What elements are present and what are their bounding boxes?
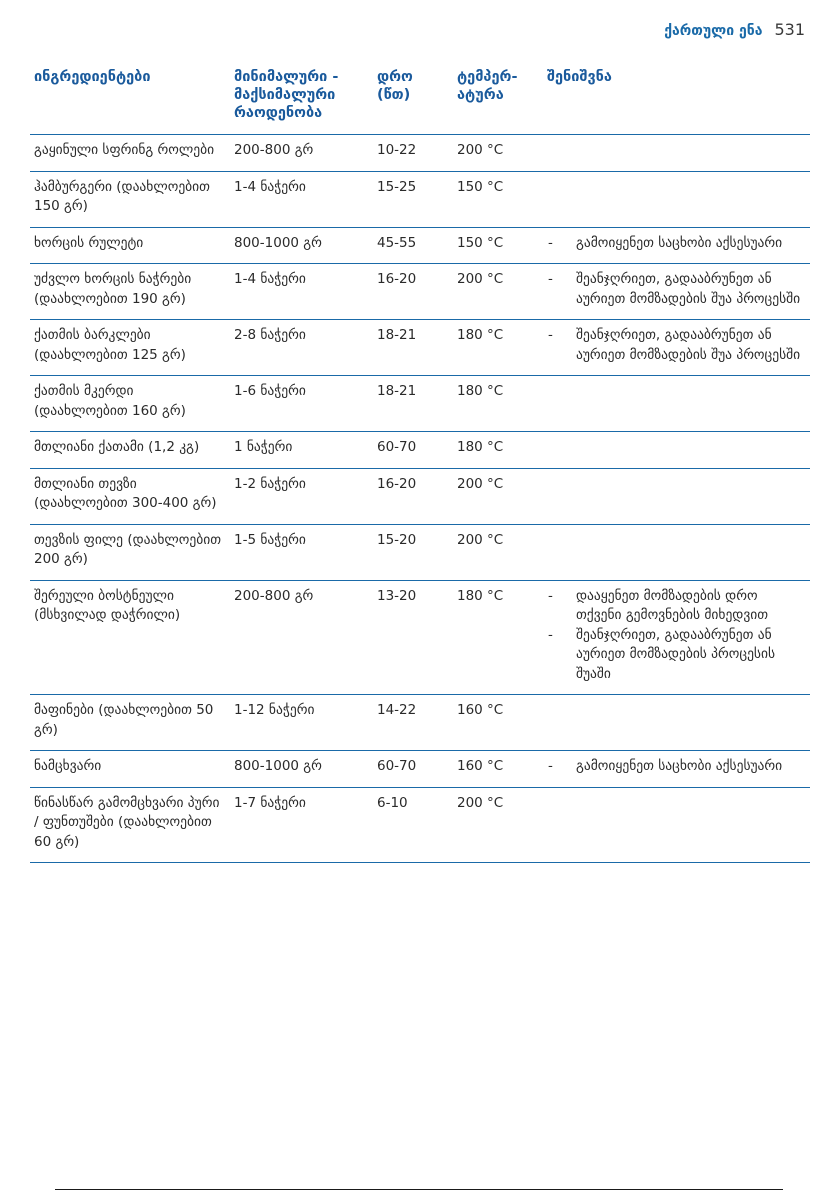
table-row: [30, 695, 810, 751]
notes-list: [547, 587, 806, 685]
notes-cell: [543, 264, 810, 320]
time-cell: 13-20: [373, 580, 453, 695]
notes-list: [547, 757, 806, 777]
quantity-cell: 200-800 გრ: [230, 580, 373, 695]
temperature-cell: 200 °C: [453, 787, 543, 863]
time-cell: 60-70: [373, 751, 453, 788]
notes-cell: [543, 751, 810, 788]
quantity-cell: 1-4 ნაჭერი: [230, 171, 373, 227]
quantity-cell: 1-2 ნაჭერი: [230, 468, 373, 524]
time-cell: 15-25: [373, 171, 453, 227]
temperature-cell: 200 °C: [453, 524, 543, 580]
table-row: [30, 227, 810, 264]
quantity-cell: 1-12 ნაჭერი: [230, 695, 373, 751]
column-header-temperature: ტემპერ- ატურა: [453, 68, 543, 135]
notes-cell: [543, 695, 810, 751]
ingredient-cell: მთლიანი ქათამი (1,2 კგ): [30, 432, 230, 469]
temperature-cell: 200 °C: [453, 135, 543, 172]
ingredient-cell: შერეული ბოსტნეული (მსხვილად დაჭრილი): [30, 580, 230, 695]
column-header-time: დრო (წთ): [373, 68, 453, 135]
column-header-ingredients: ინგრედიენტები: [30, 68, 230, 135]
table-header-row: [30, 68, 810, 135]
notes-cell: [543, 376, 810, 432]
table-row: [30, 171, 810, 227]
note-item: - შეანჯღრიეთ, გადააბრუნეთ ან აურიეთ მომზადების შუა პროცესში: [547, 326, 806, 365]
table-row: [30, 432, 810, 469]
notes-cell: [543, 524, 810, 580]
ingredient-cell: გაყინული სფრინგ როლები: [30, 135, 230, 172]
temperature-cell: 200 °C: [453, 264, 543, 320]
notes-cell: [543, 135, 810, 172]
time-cell: 14-22: [373, 695, 453, 751]
ingredient-cell: თევზის ფილე (დაახლოებით 200 გრ): [30, 524, 230, 580]
ingredient-cell: ქათმის მკერდი (დაახლოებით 160 გრ): [30, 376, 230, 432]
table-row: [30, 580, 810, 695]
quantity-cell: 800-1000 გრ: [230, 227, 373, 264]
quantity-cell: 1-5 ნაჭერი: [230, 524, 373, 580]
table-row: [30, 468, 810, 524]
temperature-cell: 150 °C: [453, 227, 543, 264]
note-item: - შეანჯღრიეთ, გადააბრუნეთ ან აურიეთ მომზადების შუა პროცესში: [547, 270, 806, 309]
note-item: - გამოიყენეთ საცხობი აქსესუარი: [547, 757, 806, 777]
footer-divider: [55, 1189, 783, 1190]
table-row: [30, 524, 810, 580]
notes-cell: [543, 432, 810, 469]
column-header-quantity: მინიმალური - მაქსიმალური რაოდენობა: [230, 68, 373, 135]
notes-list: [547, 326, 806, 365]
note-item: - გამოიყენეთ საცხობი აქსესუარი: [547, 234, 806, 254]
time-cell: 45-55: [373, 227, 453, 264]
table-row: [30, 376, 810, 432]
time-cell: 18-21: [373, 376, 453, 432]
ingredient-cell: მთლიანი თევზი (დაახლოებით 300-400 გრ): [30, 468, 230, 524]
time-cell: 16-20: [373, 468, 453, 524]
page-number: 531: [774, 20, 805, 39]
notes-cell: [543, 171, 810, 227]
temperature-cell: 150 °C: [453, 171, 543, 227]
quantity-cell: 1-4 ნაჭერი: [230, 264, 373, 320]
temperature-cell: 160 °C: [453, 695, 543, 751]
column-header-notes: შენიშვნა: [543, 68, 810, 135]
notes-cell: [543, 787, 810, 863]
quantity-cell: 200-800 გრ: [230, 135, 373, 172]
quantity-cell: 1 ნაჭერი: [230, 432, 373, 469]
temperature-cell: 160 °C: [453, 751, 543, 788]
time-cell: 18-21: [373, 320, 453, 376]
ingredient-cell: მაფინები (დაახლოებით 50 გრ): [30, 695, 230, 751]
temperature-cell: 180 °C: [453, 376, 543, 432]
ingredient-cell: უძვლო ხორცის ნაჭრები (დაახლოებით 190 გრ): [30, 264, 230, 320]
table-row: [30, 135, 810, 172]
table-row: [30, 320, 810, 376]
cooking-table: [30, 68, 810, 863]
notes-cell: [543, 580, 810, 695]
note-item: - დააყენეთ მომზადების დრო თქვენი გემოვნების მიხედვით: [547, 587, 806, 626]
ingredient-cell: ნამცხვარი: [30, 751, 230, 788]
time-cell: 6-10: [373, 787, 453, 863]
ingredient-cell: ქათმის ბარკლები (დაახლოებით 125 გრ): [30, 320, 230, 376]
page-header: [664, 20, 805, 39]
temperature-cell: 180 °C: [453, 580, 543, 695]
time-cell: 10-22: [373, 135, 453, 172]
note-item: - შეანჯღრიეთ, გადააბრუნეთ ან აურიეთ მომზადების პროცესის შუაში: [547, 626, 806, 685]
ingredient-cell: წინასწარ გამომცხვარი პური / ფუნთუშები (დაახლოებით 60 გრ): [30, 787, 230, 863]
ingredient-cell: ჰამბურგერი (დაახლოებით 150 გრ): [30, 171, 230, 227]
notes-cell: [543, 468, 810, 524]
table-row: [30, 751, 810, 788]
time-cell: 16-20: [373, 264, 453, 320]
table-row: [30, 264, 810, 320]
temperature-cell: 180 °C: [453, 320, 543, 376]
notes-cell: [543, 320, 810, 376]
quantity-cell: 1-6 ნაჭერი: [230, 376, 373, 432]
time-cell: 15-20: [373, 524, 453, 580]
temperature-cell: 200 °C: [453, 468, 543, 524]
quantity-cell: 800-1000 გრ: [230, 751, 373, 788]
time-cell: 60-70: [373, 432, 453, 469]
notes-list: [547, 234, 806, 254]
notes-list: [547, 270, 806, 309]
quantity-cell: 2-8 ნაჭერი: [230, 320, 373, 376]
quantity-cell: 1-7 ნაჭერი: [230, 787, 373, 863]
notes-cell: [543, 227, 810, 264]
ingredient-cell: ხორცის რულეტი: [30, 227, 230, 264]
table-row: [30, 787, 810, 863]
temperature-cell: 180 °C: [453, 432, 543, 469]
section-title: ქართული ენა: [664, 23, 763, 39]
